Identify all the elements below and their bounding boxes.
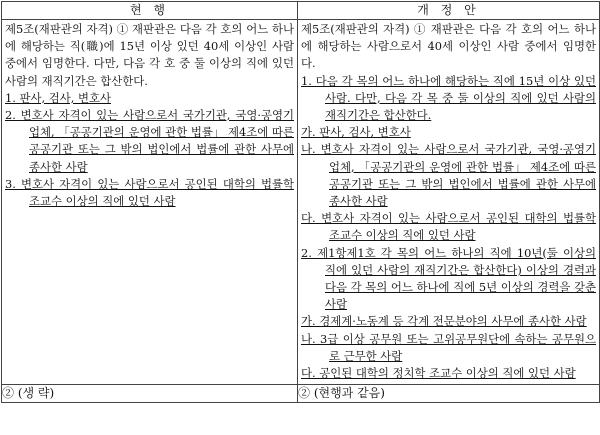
- current-column-header: 현 행: [2, 2, 298, 20]
- current-item-2: 2. 변호사 자격이 있는 사람으로서 국가기관, 국영·공영기업체, 「공공기관의 운영에 관한 법률」 제4조에 따른 공공기관 또는 그 밖의 법인에서 법률에 관한 사무에 종사한 사람: [5, 108, 294, 174]
- revised-item-1: 1. 다음 각 목의 어느 하나에 해당하는 직에 15년 이상 있던 사람. 다만, 다음 각 목 중 둘 이상의 직에 있던 사람의 재직기간은 합산한다.: [301, 73, 596, 123]
- current-paragraph-2: ② (생 략): [2, 385, 298, 403]
- revised-item-1-sub-ga: 가. 판사, 검사, 변호사: [301, 125, 411, 140]
- revised-column-header: 개 정 안: [298, 2, 600, 20]
- current-item-1: 1. 판사, 검사, 변호사: [5, 90, 111, 105]
- revised-item-2-sub-da: 다. 공인된 대학의 정치학 조교수 이상의 직에 있던 사람: [301, 366, 576, 381]
- current-article-intro: 제5조(재판관의 자격) ① 재판관은 다음 각 호의 어느 하나에 해당하는 직(職)에 15년 이상 있던 40세 이상인 사람 중에서 임명한다. 다만, 다음 각 호 중 둘 이상의 직에 있던 사람의 재직기간은 합산한다.: [5, 22, 294, 88]
- header-row: [2, 2, 600, 20]
- revised-article-intro: 제5조(재판관의 자격) ① 재판관은 다음 각 호의 어느 하나에 해당하는 사람으로서 40세 이상인 사람 중에서 임명한다.: [301, 22, 596, 71]
- comparison-table: [1, 1, 600, 403]
- revised-item-2-sub-na: 나. 3급 이상 공무원 또는 고위공무원단에 속하는 공무원으로 근무한 사람: [301, 331, 596, 363]
- current-item-3: 3. 변호사 자격이 있는 사람으로서 공인된 대학의 법률학 조교수 이상의 직에 있던 사람: [5, 176, 294, 209]
- revised-item-2: 2. 제1항제1호 각 목의 어느 하나의 직에 10년(둘 이상의 직에 있던 사람의 재직기간은 합산한다) 이상의 경력과 다음 각 목의 어느 하나에 직에 5년 이상의 경력을 갖춘 사람: [301, 245, 596, 312]
- revised-item-1-sub-na: 나. 변호사 자격이 있는 사람으로서 국가기관, 국영·공영기업체, 「공공기관의 운영에 관한 법률」 제4조에 따른 공공기관 또는 그 밖의 법인에서 법률에 관한 사무에 종사한 사람: [301, 142, 596, 209]
- revised-paragraph-2: ② (현행과 같음): [298, 385, 600, 403]
- revised-item-2-sub-ga: 가. 경제계·노동계 등 각계 전문분야의 사무에 종사한 사람: [301, 314, 587, 329]
- revised-text-cell: [298, 20, 600, 385]
- body-row: [2, 20, 600, 385]
- revised-item-1-sub-da: 다. 변호사 자격이 있는 사람으로서 공인된 대학의 법률학 조교수 이상의 직에 있던 사람: [301, 211, 596, 243]
- footer-row: [2, 385, 600, 403]
- current-text-cell: [2, 20, 298, 385]
